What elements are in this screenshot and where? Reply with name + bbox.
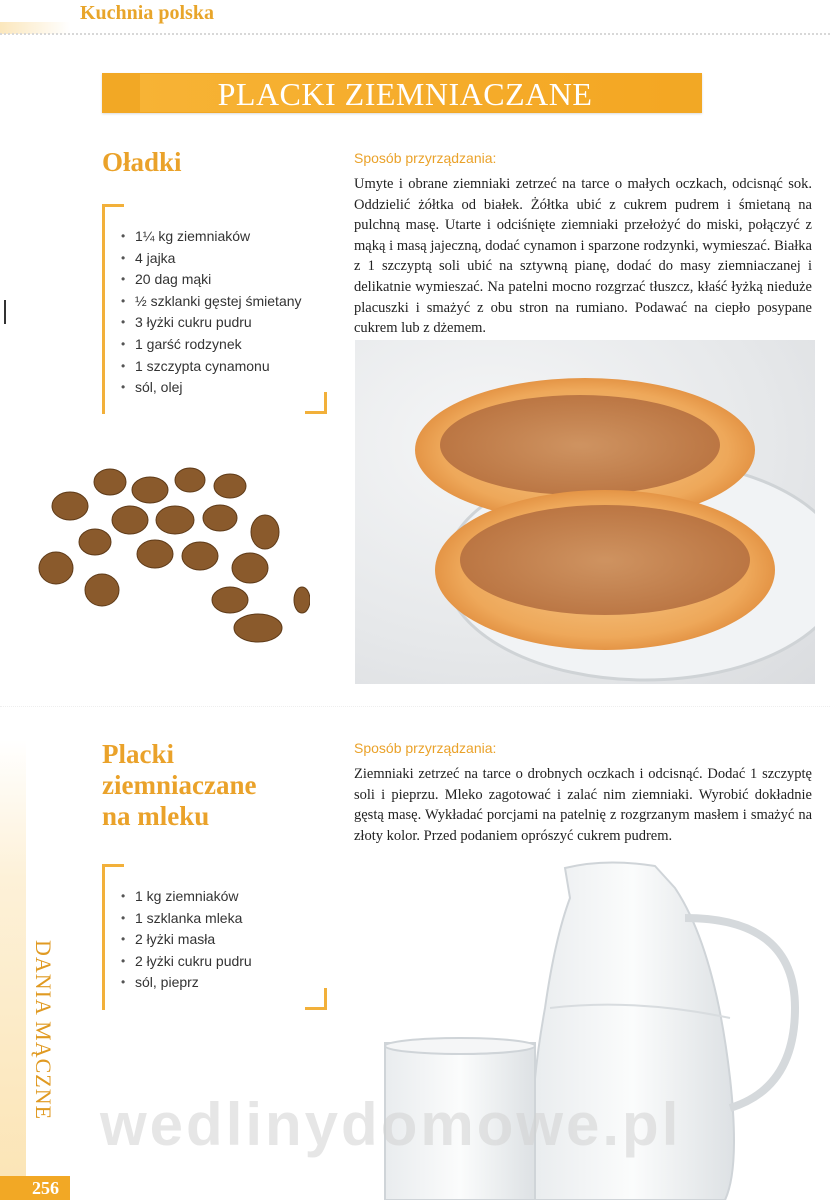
ingredient-item: • 1 szczypta cynamonu: [121, 356, 327, 378]
recipe1-ingredient-list: [105, 204, 327, 417]
ingredient-item: • sól, pieprz: [121, 972, 327, 994]
recipe-divider: [0, 706, 830, 707]
recipe2-method: Ziemniaki zetrzeć na tarce o drobnych oczkach i odcisnąć. Dodać 1 szczyptę soli i pieprzu. Mleko zagotować i zalać nim ziemniaki. Wyrobić dokładnie gęstą masę. Wykładać porcjami na patelnię z rozgrzanym masłem i smażyć na złoty kolor. Przed podaniem oprószyć cukrem pudrem.: [354, 766, 812, 844]
header-divider: [0, 33, 830, 35]
recipe2-ingredients-box: [102, 864, 327, 1010]
recipe1-ingredients-box: [102, 204, 327, 414]
ingredient-item: • 20 dag mąki: [121, 269, 327, 291]
ingredient-item: • 4 jajka: [121, 248, 327, 270]
recipe2-ingredient-list: [105, 864, 327, 1012]
page-number: 256: [0, 1176, 70, 1200]
recipe1-method-label: Sposób przyrządzania:: [354, 150, 497, 166]
pancakes-illustration: [355, 340, 815, 684]
ingredient-item: • 2 łyżki masła: [121, 929, 327, 951]
recipe2-method-label: Sposób przyrządzania:: [354, 740, 497, 756]
chapter-label: DANIA MĄCZNE: [31, 940, 56, 1121]
ingredient-item: • sól, olej: [121, 377, 327, 399]
ingredient-item: • 1 szklanka mleka: [121, 908, 327, 930]
recipe1-title: Oładki: [102, 147, 182, 177]
pancakes-photo: [355, 340, 815, 684]
ingredient-item: • 1¼ kg ziemniaków: [121, 226, 327, 248]
page-title: PLACKI ZIEMNIACZANE: [140, 74, 670, 112]
watermark: wedlinydomowe.pl: [100, 1091, 682, 1158]
recipe2-title-line2: ziemniaczane: [102, 770, 257, 800]
ingredient-item: • 1 kg ziemniaków: [121, 886, 327, 908]
section-title: Kuchnia polska: [80, 2, 214, 24]
raisins-photo: [30, 460, 310, 650]
ingredient-item: • 2 łyżki cukru pudru: [121, 951, 327, 973]
ingredient-item: • 3 łyżki cukru pudru: [121, 312, 327, 334]
raisins-illustration: [30, 460, 310, 650]
ingredient-item: • 1 garść rodzynek: [121, 334, 327, 356]
chapter-side-tab: [0, 740, 26, 1200]
recipe2-title-line1: Placki: [102, 739, 174, 769]
ingredient-item: • ½ szklanki gęstej śmietany: [121, 291, 327, 313]
bleed-mark: [4, 300, 6, 324]
recipe2-title-line3: na mleku: [102, 801, 210, 831]
recipe1-method: Umyte i obrane ziemniaki zetrzeć na tarce o małych oczkach, odcisnąć sok. Oddzielić żółtka od białek. Żółtka ubić z cukrem pudrem i śmietaną na pulchną masę. Utarte i odciśnięte ziemniaki przełożyć do miski, połączyć z mąką i masą jajeczną, dodać cynamon i sparzone rodzynki, wymieszać. Białka z 1 szczyptą soli ubić na sztywną pianę, dodać do masy ziemniaczanej i delikatnie wymieszać. Na patelni mocno rozgrzać tłuszcz, kłaść łyżką nieduże placuszki i smażyć z obu stron na rumiano. Podawać na ciepło posypane cukrem lub z dżemem.: [354, 176, 812, 337]
